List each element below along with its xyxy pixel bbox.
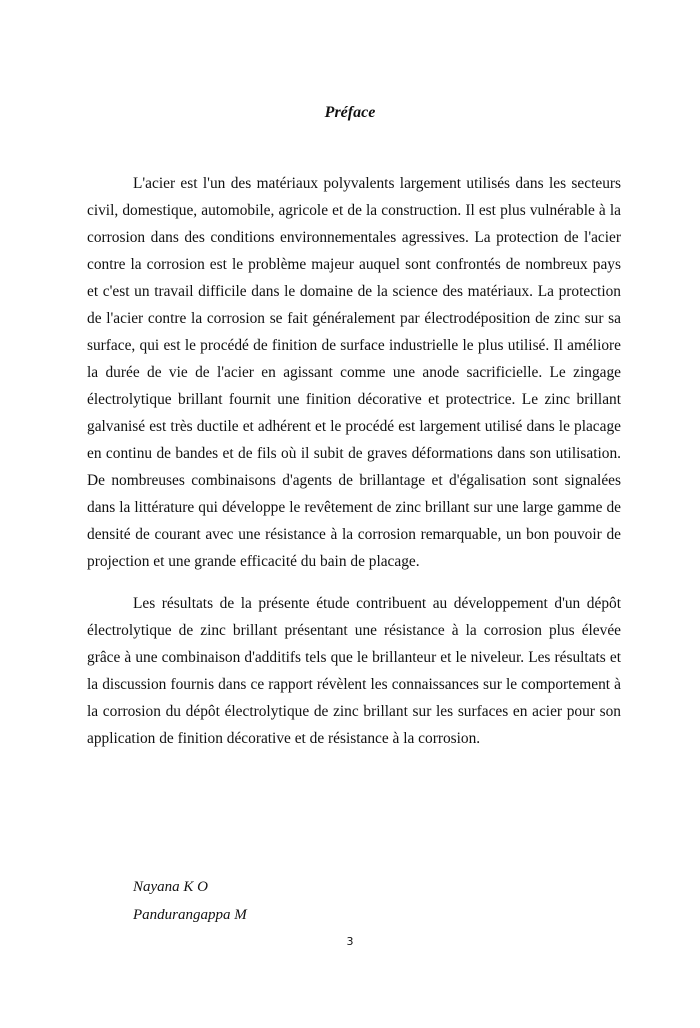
preface-body <box>87 170 621 752</box>
author-name-1: Nayana K O <box>133 879 208 895</box>
paragraph-2: Les résultats de la présente étude contribuent au développement d'un dépôt électrolytique de zinc brillant présentant une résistance à la corrosion plus élevée grâce à une combinaison d'additifs tels que le brillanteur et le niveleur. Les résultats et la discussion fournis dans ce rapport révèlent les connaissances sur le comportement à la corrosion du dépôt électrolytique de zinc brillant sur les surfaces en acier pour son application de finition décorative et de résistance à la corrosion. <box>87 595 621 747</box>
author-name-2: Pandurangappa M <box>133 907 247 923</box>
page-title: Préface <box>324 104 376 121</box>
author-signatures <box>133 873 247 929</box>
paragraph-1: L'acier est l'un des matériaux polyvalents largement utilisés dans les secteurs civil, domestique, automobile, agricole et de la construction. Il est plus vulnérable à la corrosion dans des conditions environnementales agressives. La protection de l'acier contre la corrosion est le problème majeur auquel sont confrontés de nombreux pays et c'est un travail difficile dans le domaine de la science des matériaux. La protection de l'acier contre la corrosion se fait généralement par électrodéposition de zinc sur sa surface, qui est le procédé de finition de surface industrielle le plus utilisé. Il améliore la durée de vie de l'acier en agissant comme une anode sacrificielle. Le zingage électrolytique brillant fournit une finition décorative et protectrice. Le zinc brillant galvanisé est très ductile et adhérent et le procédé est largement utilisé dans le placage en continu de bandes et de fils où il subit de graves déformations dans son utilisation. De nombreuses combinaisons d'agents de brillantage et d'égalisation sont signalées dans la littérature qui développe le revêtement de zinc brillant sur une large gamme de densité de courant avec une résistance à la corrosion remarquable, un bon pouvoir de projection et une grande efficacité du bain de placage. <box>87 175 621 570</box>
page-number: 3 <box>346 935 354 948</box>
